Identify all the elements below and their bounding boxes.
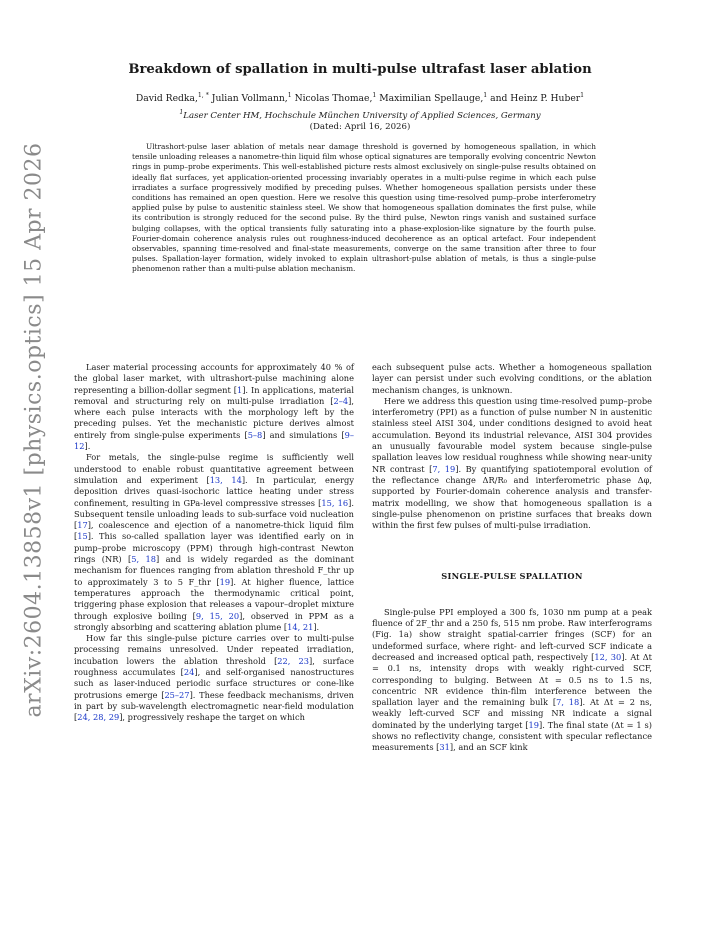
abstract: Ultrashort-pulse laser ablation of metals near damage threshold is governed by homogeneous spallation, in which tensile unloading releases a nanometre-thin liquid film whose optical signatures are temporally evolving concentric Newton rings in pump–probe experiments. This well-established picture rests almost exclusively on single-pulse results obtained on ideally flat surfaces, yet application-oriented processing invariably operates in a multi-pulse regime in which each pulse irradiates a surface progressively modified by preceding pulses. Whether homogeneous spallation persists under these conditions has remained an open question. Here we resolve this question using time-resolved pump–probe interferometry applied pulse by pulse to austenitic stainless steel. We show that homogeneous spallation dominates the first pulse, while its contribution is strongly reduced for the second pulse. By the third pulse, Newton rings vanish and sustained surface bulging collapses, with the optical transients fully saturating into a phase-explosion-like signature by the fourth pulse. Fourier-domain coherence analysis rules out roughness-induced decoherence as an optical artefact. Four independent observables, spanning time-resolved and final-state measurements, converge on the same transition after three to four pulses. Spallation-layer formation, widely invoked to explain ultrashort-pulse ablation of metals, is thus a single-pulse phenomenon rather than a multi-pulse ablation mechanism. <box>132 142 596 274</box>
paragraph: Single-pulse PPI employed a 300 fs, 1030 nm pump at a peak fluence of 2F_thr and a 250 fs, 515 nm probe. Raw interferograms (Fig. 1a) show straight spatial-carrier fringes (SCF) for an undeformed surface, where right- and left-curved SCF indicate a decreased and increased optical path, respectively [12, 30]. At Δt = 0.1 ns, intensity drops with weakly right-curved SCF, corresponding to bulging. Between Δt = 0.5 ns to 1.5 ns, concentric NR evidence thin-film interference between the spallation layer and the remaining bulk [7, 18]. At Δt = 2 ns, weakly left-curved SCF and missing NR indicate a signal dominated by the underlying target [19]. The final state (Δt = 1 s) shows no reflectivity change, consistent with specular reflectance measurements [31], and an SCF kink <box>372 606 652 753</box>
citation-link[interactable]: 17 <box>77 520 88 531</box>
citation-link[interactable]: 14, 21 <box>287 621 314 632</box>
citation-link[interactable]: 13, 14 <box>209 474 242 485</box>
author: Maximilian Spellauge,$^1$ <box>379 92 488 105</box>
body-column-left <box>74 362 354 724</box>
paragraph: Here we address this question using time-resolved pump–probe interferometry (PPI) as a function of pulse number N in austenitic stainless steel AISI 304, under conditions designed to avoid heat accumulation. Beyond its industrial relevance, AISI 304 provides an unusually favourable model system because single-pulse spallation leaves low residual roughness while showing near-unity NR contrast [7, 19]. By quantifying spatiotemporal evolution of the reflectance change ΔR/R₀ and interferometric phase Δφ, supported by Fourier-domain coherence analysis and transfer-matrix modelling, we show that homogeneous spallation is a single-pulse phenomenon on pristine surfaces that breaks down within the first few pulses of multi-pulse irradiation. <box>372 395 652 531</box>
paragraph: each subsequent pulse acts. Whether a homogeneous spallation layer can persist under such evolving conditions, or the ablation mechanism changes, is unknown. <box>372 362 652 395</box>
paragraph: For metals, the single-pulse regime is sufficiently well understood to enable robust quantitative agreement between simulation and experiment [13, 14]. In particular, energy deposition drives quasi-isochoric lattice heating under stress confinement, resulting in GPa-level compressive stresses [15, 16]. Subsequent tensile unloading leads to sub-surface void nucleation [17], coalescence and ejection of a nanometre-thick liquid film [15]. This so-called spallation layer was identified early on in pump–probe microscopy (PPM) through high-contrast Newton rings (NR) [5, 18] and is widely regarded as the dominant mechanism for fluences ranging from ablation threshold F_thr up to approximately 3 to 5 F_thr [19]. At higher fluence, lattice temperatures approach the thermodynamic critical point, triggering phase explosion that releases a vapour–droplet mixture through explosive boiling [9, 15, 20], observed in PPM as a strongly absorbing and scattering ablation plume [14, 21]. <box>74 452 355 632</box>
citation-link[interactable]: 24, 28, 29 <box>77 712 120 723</box>
citation-link[interactable]: 7, 19 <box>432 463 456 474</box>
citation-link[interactable]: 15 <box>77 531 88 542</box>
body-column-right <box>372 362 652 754</box>
dated-line: (Dated: April 16, 2026) <box>309 122 411 132</box>
arxiv-identifier <box>6 142 62 718</box>
paper-title: Breakdown of spallation in multi-pulse ultrafast laser ablation <box>128 62 592 77</box>
paragraph: How far this single-pulse picture carries over to multi-pulse processing remains unresolved. Under repeated irradiation, incubation lowers the ablation threshold [22, 23], surface roughness accumulates [24], and self-organised nanostructures such as laser-induced periodic surface structures or cone-like protrusions emerge [25–27]. These feedback mechanisms, driven in part by sub-wavelength electromagnetic near-field modulation [24, 28, 29], progressively reshape the target on which <box>74 633 354 723</box>
affiliation: $^1$Laser Center HM, Hochschule München University of Applied Sciences, Germany <box>179 109 541 121</box>
citation-link[interactable]: 7, 18 <box>556 697 580 708</box>
section-heading: SINGLE-PULSE SPALLATION <box>441 571 583 582</box>
citation-link[interactable]: 22, 23 <box>277 655 310 666</box>
author: Julian Vollmann,$^1$ <box>211 92 292 105</box>
author: Nicolas Thomae,$^1$ <box>294 92 377 105</box>
citation-link[interactable]: 9, 15, 20 <box>195 610 240 621</box>
paragraph: Laser material processing accounts for approximately 40 % of the global laser market, with ultrashort-pulse machining alone representing a billion-dollar segment [1]. In applications, material removal and structuring rely on multi-pulse irradiation [2–4], where each pulse interacts with the morphology left by the preceding pulses. Yet the mechanistic picture derives almost entirely from single-pulse experiments [5–8] and simulations [9–12]. <box>74 362 354 452</box>
citation-link[interactable]: 25–27 <box>164 689 190 700</box>
citation-link[interactable]: 1 <box>236 384 243 395</box>
citation-link[interactable]: 5, 18 <box>131 554 156 565</box>
author: David Redka,$^{1, *}$ <box>135 92 209 105</box>
citation-link[interactable]: 12, 30 <box>594 651 622 662</box>
citation-link[interactable]: 15, 16 <box>321 497 349 508</box>
citation-link[interactable]: 19 <box>528 719 540 730</box>
arxiv-identifier-text: arXiv:2604.13858v1 [physics.optics] 15 Apr 2026 <box>21 142 47 718</box>
citation-link[interactable]: 9–12 <box>74 429 354 452</box>
citation-link[interactable]: 5–8 <box>247 429 263 440</box>
citation-link[interactable]: 2–4 <box>333 395 349 406</box>
author-list <box>0 92 720 104</box>
citation-link[interactable]: 31 <box>439 742 450 753</box>
citation-link[interactable]: 24 <box>183 667 195 678</box>
author: and Heinz P. Huber$^1$ <box>490 92 585 105</box>
citation-link[interactable]: 19 <box>219 576 231 587</box>
